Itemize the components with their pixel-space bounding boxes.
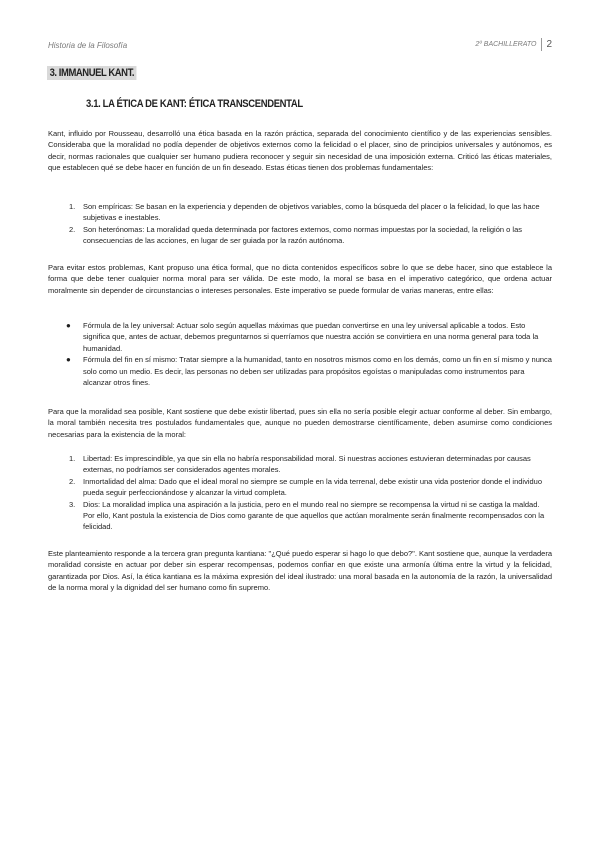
list-item-text: Inmortalidad del alma: Dado que el ideal moral no siempre se cumple en la vida terrenal, debe existir una vida posterior donde el individuo pueda seguir perfeccionándose y alcanzar la virtud completa. — [83, 476, 543, 498]
header-right — [475, 38, 552, 51]
list-item — [48, 354, 552, 388]
list-marker: 1. — [69, 454, 76, 463]
list-item-text: Son heterónomas: La moralidad queda determinada por factores externos, como normas impuestas por la sociedad, la religión o las consecuencias de las acciones, en lugar de ser guiada por la razón autónoma. — [83, 224, 522, 246]
list-item — [48, 476, 552, 499]
list-item — [48, 201, 552, 224]
page-header — [48, 38, 552, 54]
header-divider — [541, 38, 542, 51]
bullet-icon: ● — [66, 355, 71, 365]
list-item-text: Fórmula de la ley universal: Actuar solo según aquellas máximas que puedan convertirse en una ley universal aplicable a todos. Esto significa que, antes de actuar, debemos preguntarnos si querríamos que nuestra acción se convirtiera en una norma general para toda la humanidad. — [83, 321, 539, 353]
list-marker: 3. — [69, 499, 76, 509]
list-marker: 2. — [69, 224, 76, 234]
section-subtitle: 3.1. LA ÉTICA DE KANT: ÉTICA TRANSCENDENTAL — [86, 98, 303, 110]
header-course: 2º BACHILLERATO — [475, 41, 537, 48]
list-item-text: Son empíricas: Se basan en la experiencia y dependen de objetivos variables, como la búsqueda del placer o la felicidad, lo que las hace subjetivas e inestables. — [83, 202, 540, 223]
list-item-text: Fórmula del fin en sí mismo: Tratar siempre a la humanidad, tanto en nosotros mismos como en los demás, como un fin en sí mismo y nunca solo como un medio. Es decir, las personas no deben ser utilizadas para propósitos egoístas o manipuladas como instrumentos para alcanzar otros fines. — [83, 355, 552, 388]
paragraph-formal-ethics: Para evitar estos problemas, Kant propuso una ética formal, que no dicta contenidos específicos sobre lo que se debe hacer, sino que establece la forma que debe tener cualquier norma moral para ser válida. De este modo, la moral se basa en el imperativo categórico, que ordena actuar moralmente sin depender de circunstancias o intereses personales. Este imperativo se puede formular de varias maneras, entre ellas: — [48, 263, 552, 295]
list-item — [48, 320, 552, 354]
list-marker: 2. — [69, 476, 76, 486]
bullet-icon: ● — [66, 321, 71, 330]
paragraph-conclusion: Este planteamiento responde a la tercera gran pregunta kantiana: "¿Qué puedo esperar si hago lo que debo?". Kant sostiene que, aunque la verdadera moralidad consiste en actuar por deber sin esperar recompensas, podemos confiar en que existe una armonía última entre la virtud y la felicidad, garantizada por Dios. Así, la ética kantiana es la máxima expresión del ideal ilustrado: una moral basada en la autonomía de la razón, la universalidad de la norma moral y la dignidad del ser humano como fin supremo. — [48, 549, 553, 593]
list-marker: 1. — [69, 202, 76, 211]
list-item — [48, 499, 552, 533]
list-item-text: Libertad: Es imprescindible, ya que sin ella no habría responsabilidad moral. Si nuestras acciones estuvieran determinadas por causas externas, no podríamos ser considerados agentes morales. — [83, 454, 531, 475]
list-item — [48, 453, 552, 476]
section-title: 3. IMMANUEL KANT. — [47, 66, 137, 80]
page-number: 2 — [546, 39, 552, 50]
list-item-text: Dios: La moralidad implica una aspiración a la justicia, pero en el mundo real no siempre se recompensa la virtud ni se castiga la maldad. Por ello, Kant postula la existencia de Dios como garante de que aquellos que actúan moralmente serán finalmente recompensados con la felicidad. — [83, 499, 545, 532]
list-item — [48, 224, 552, 247]
paragraph-postulates: Para que la moralidad sea posible, Kant sostiene que debe existir libertad, pues sin ella no sería posible elegir actuar conforme al deber. Sin embargo, la moral también necesita tres postulados fundamentales que, aunque no pueden demostrarse científicamente, deben asumirse como condiciones necesarias para la existencia de la moral: — [48, 407, 552, 439]
formulas-list — [48, 320, 552, 388]
paragraph-intro: Kant, influido por Rousseau, desarrolló una ética basada en la razón práctica, separada del conocimiento científico y de las experiencias sensibles. Consideraba que la moralidad no podía depender de objetivos externos como la felicidad o el placer, sino de principios universales y autónomos, es decir, normas racionales que cualquier ser humano pudiera reconocer y seguir sin necesidad de una imposición externa. Criticó las éticas materiales, que establecen qué se debe hacer en función de un fin deseado. Estas éticas tienen dos problemas fundamentales: — [48, 129, 552, 173]
header-subject: Historia de la Filosofía — [48, 41, 128, 50]
problems-list — [48, 201, 552, 247]
postulates-list — [48, 453, 552, 533]
